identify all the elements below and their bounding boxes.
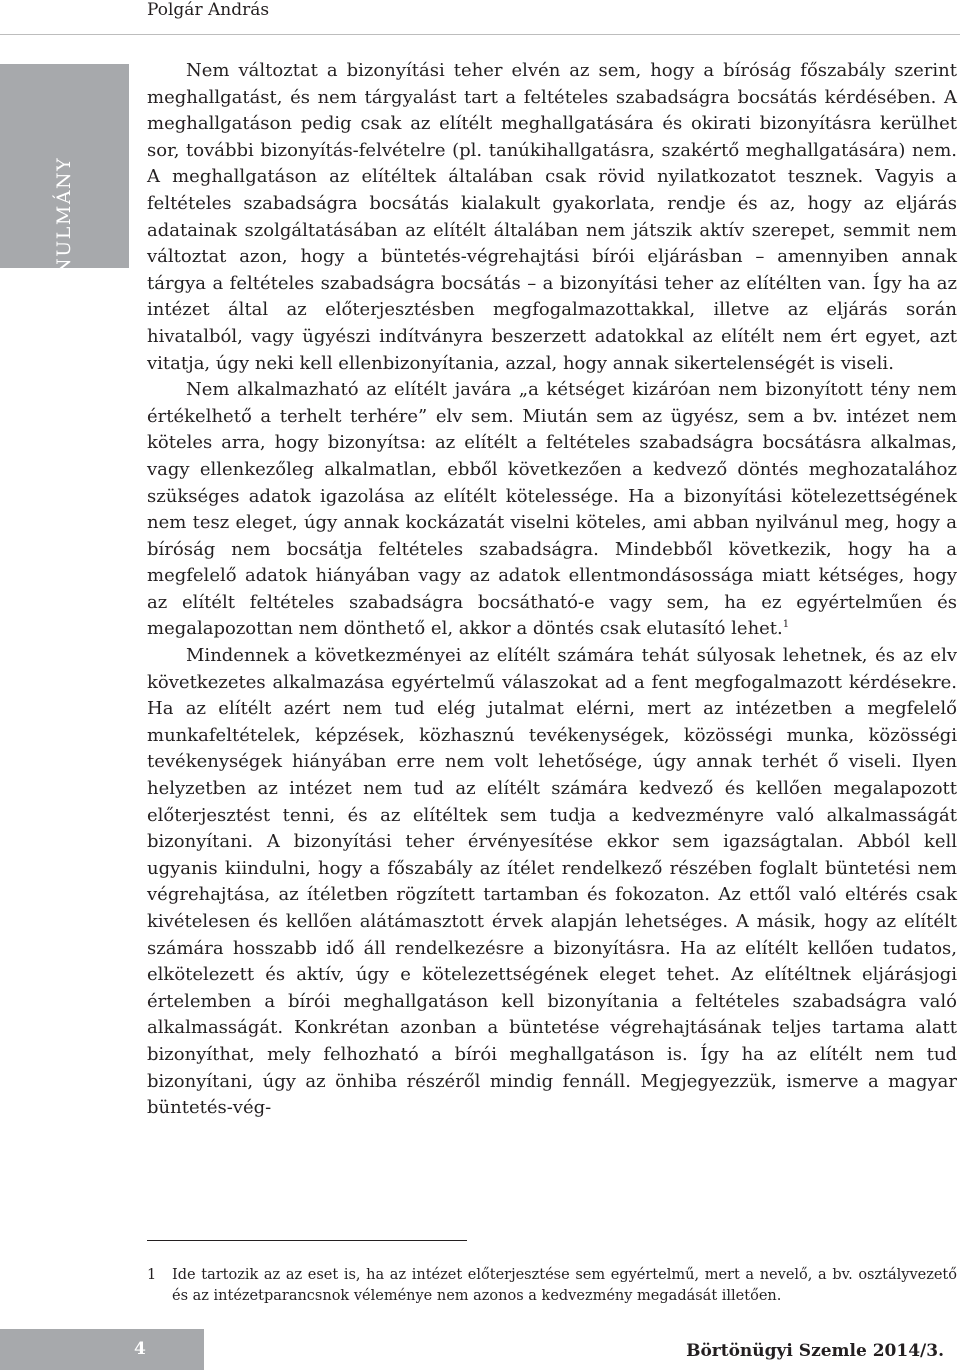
header-divider [0,34,960,35]
paragraph: Nem változtat a bizonyítási teher elvén az sem, hogy a bíróság főszabály szerint meghallgatást, és nem tárgyalást tart a feltételes szabadságra bocsátás kérdésében. A meghallgatáson pedig csak az elítélt meghallgatására és okirati bizonyításra kerülhet sor, további bizonyítás-felvételre (pl. tanúkihallgatásra, szakértő meghallgatására) nem. A meghallgatáson az elítéltek általában csak rövid nyilatkozatot tesznek. Vagyis a feltételes szabadságra bocsátás kialakult gyakorlata, rendje és az, hogy az eljárás adatainak szolgáltatásában az elítélt általában nem játszik aktív szerepet, semmit nem változtat azon, hogy a büntetés-végrehajtási bírói eljárásban – amennyiben annak tárgya a feltételes szabadságra bocsátás – a bizonyítási teher az elítélten van. Így ha az intézet által az előterjesztésben megfogalmazottakkal, illetve az eljárás során hivatalból, vagy ügyészi indítványra beszerzett adatokkal az elítélt nem ért egyet, azt vitatja, úgy neki kell ellenbizonyítania, azzal, hogy annak sikertelenségét is viseli. [147,60,957,374]
section-tab [0,64,129,304]
footnote [147,1265,957,1307]
article-body [147,58,957,1122]
footnote-number: 1 [147,1267,157,1283]
paragraph: Mindennek a következményei az elítélt számára tehát súlyosak lehetnek, és az elv következetes alkalmazása egyértelmű válaszokat ad a fent megfogalmazott kérdésekre. Ha az elítélt azért nem tud elég jutalmat elérni, mert az intézetben a megfelelő munkafeltételek, képzések, közhasznú tevékenységek, közösségi munka, közösségi tevékenységek hiányában erre nem volt lehetősége, úgy annak terhét ő viseli. Ilyen helyzetben az intézet nem tud az elítélt számára kedvező és kellően megalapozott előterjesztést tenni, és az elítéltek sem tudja a kedvezményre való alkalmasságát bizonyítani. A bizonyítási teher érvényesítése ekkor sem igazságtalan. Abból kell ugyanis kiindulni, hogy a főszabály az ítélet rendelkező részében foglalt büntetési nem végrehajtása, az ítéletben rögzített tartamban és fokozaton. Az ettől való eltérés csak kivételesen és kellően alátámasztott érvek alapján lehetséges. A másik, hogy az elítélt számára hosszabb idő áll rendelkezésre a bizonyításra. Ha az elítélt kellően tudatos, elkötelezett és aktív, úgy e kötelezettségének eleget tehet. Az elítéltnek eljárásjogi értelemben a bírói meghallgatáson kell bizonyítania a feltételes szabadságra való alkalmasságát. Konkrétan azonban a büntetése végrehajtásának teljes tartama alatt bizonyíthat, mely felhozható a bírói meghallgatáson is. Így ha az elítélt nem tud bizonyítani, úgy az önhiba részéről mindig fennáll. Megjegyezzük, ismerve a magyar büntetés-vég- [147,645,957,1119]
section-tab-label: TANULMÁNY [53,156,75,304]
footnote-text: Ide tartozik az az eset is, ha az intézet előterjesztése sem egyértelmű, mert a nevelő, a bv. osztályvezető és az intézetparancsnok véleménye nem azonos a kedvezmény megadását illetően. [172,1267,957,1304]
running-header-author: Polgár András [147,0,270,20]
page-number: 4 [134,1339,146,1359]
journal-title: Börtönügyi Szemle 2014/3. [686,1341,944,1361]
paragraph-text: Nem alkalmazható az elítélt javára „a kétséget kizáróan nem bizonyított tény nem értékelhető a terhelt terhére” elv sem. Miután sem az ügyész, sem a bv. intézet nem köteles arra, hogy bizonyítsa: az elítélt a feltételes szabadságra bocsátásra alkalmas, vagy ellenkezőleg alkalmatlan, ebből következően a kedvező döntés meghozatalához szükséges adatok igazolása az elítélt kötelessége. Ha a bizonyítási kötelezettségének nem tesz eleget, úgy annak kockázatát viselni köteles, ami abban nyilvánul meg, hogy a bíróság nem bocsátja feltételes szabadságra. Mindebből következik, hogy ha a megfelelő adatok hiányában vagy az adatok ellentmondásossága miatt kétséges, hogy az elítélt feltételes szabadságra bocsátható-e vagy sem, ha ez egyértelműen és megalapozottan nem dönthető el, akkor a döntés csak elutasító lehet. [147,379,957,640]
paragraph [147,377,957,643]
footnote-divider [147,1240,467,1241]
footer-page-box [0,1329,204,1370]
footnote-reference[interactable]: 1 [782,619,790,631]
